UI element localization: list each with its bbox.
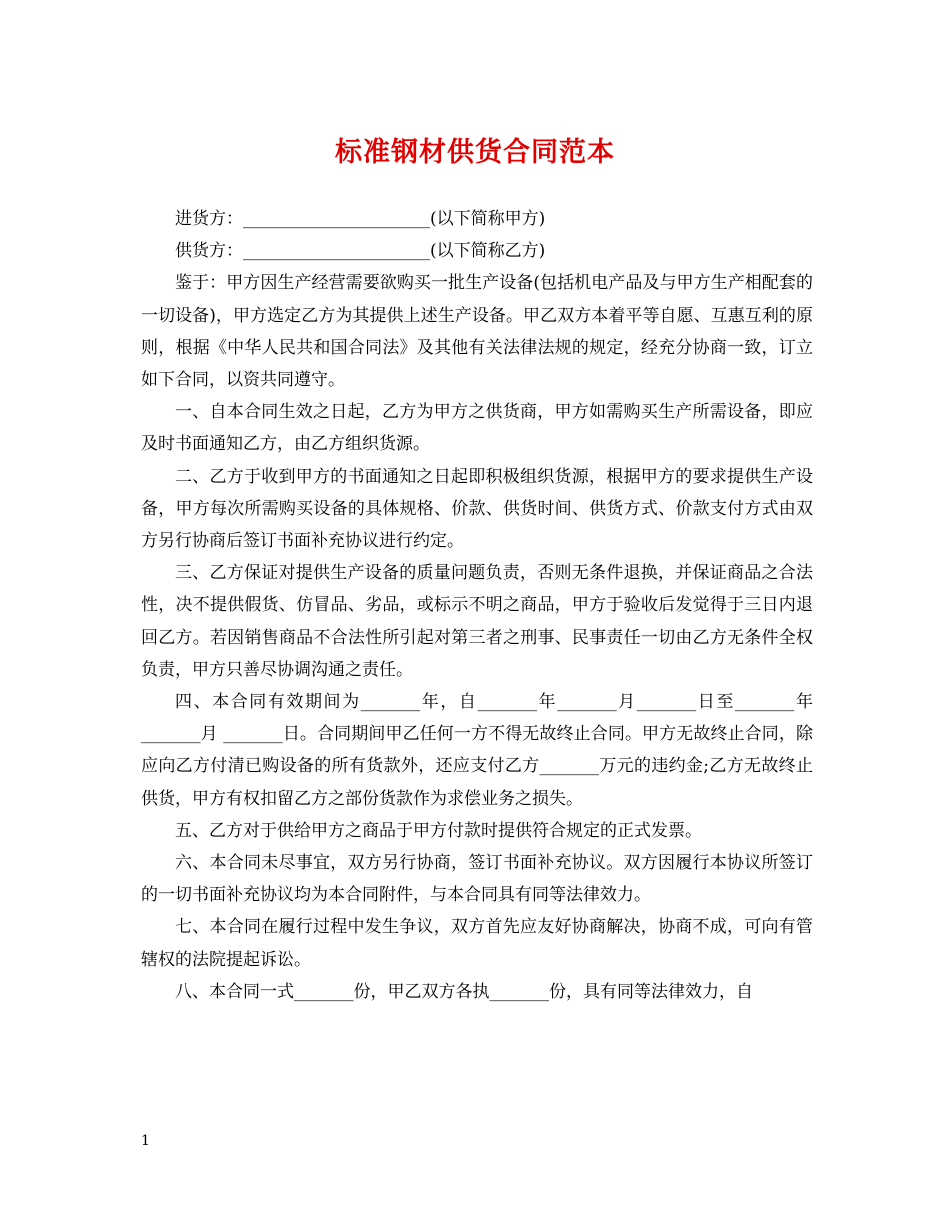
- paragraph-clause-3: 三、乙方保证对提供生产设备的质量问题负责，否则无条件退换，并保证商品之合法性，决不提供假货、仿冒品、劣品，或标示不明之商品，甲方于验收后发觉得于三日内退回乙方。若因销售商品不合法性所引起对第三者之刑事、民事责任一切由乙方无条件全权负责，甲方只善尽协调沟通之责任。: [141, 563, 813, 680]
- paragraph-clause-4: 四、本合同有效期间为_______年，自_______年_______月_______日至_______年_______月 _______日。合同期间甲乙任何一方不得无故终止合同。甲方无故终止合同，除应向乙方付清已购设备的所有货款外，还应支付乙方_______万元的违约金;乙方无故终止供货，甲方有权扣留乙方之部份货款作为求偿业务之损失。: [141, 692, 813, 809]
- paragraph-clause-8: 八、本合同一式_______份，甲乙双方各执_______份，具有同等法律效力，自: [175, 981, 753, 1002]
- paragraph-preamble: 鉴于：甲方因生产经营需要欲购买一批生产设备(包括机电产品及与甲方生产相配套的一切设备)，甲方选定乙方为其提供上述生产设备。甲乙双方本着平等自愿、互惠互利的原则，根据《中华人民共和国合同法》及其他有关法律法规的规定，经充分协商一致，订立如下合同，以资共同遵守。: [141, 273, 813, 391]
- paragraph-clause-6: 六、本合同未尽事宜，双方另行协商，签订书面补充协议。双方因履行本协议所签订的一切书面补充协议均为本合同附件，与本合同具有同等法律效力。: [141, 853, 813, 906]
- paragraph-clause-2: 二、乙方于收到甲方的书面通知之日起即积极组织货源，根据甲方的要求提供生产设备，甲方每次所需购买设备的具体规格、价款、供货时间、供货方式、价款支付方式由双方另行协商后签订书面补充协议进行约定。: [141, 466, 813, 552]
- paragraph-clause-1: 一、自本合同生效之日起，乙方为甲方之供货商，甲方如需购买生产所需设备，即应及时书面通知乙方，由乙方组织货源。: [141, 402, 813, 455]
- paragraph-clause-5: 五、乙方对于供给甲方之商品于甲方付款时提供符合规定的正式发票。: [175, 820, 702, 841]
- paragraph-clause-7: 七、本合同在履行过程中发生争议，双方首先应友好协商解决，协商不成，可向有管辖权的法院提起诉讼。: [141, 917, 813, 970]
- paragraph-buyer: 进货方：______________________(以下简称甲方): [175, 209, 546, 229]
- document-body: [141, 203, 813, 1008]
- paragraph-supplier: 供货方：______________________(以下简称乙方): [175, 241, 546, 262]
- page-number: 1: [141, 1133, 150, 1149]
- document-title: 标准钢材供货合同范本: [335, 137, 615, 168]
